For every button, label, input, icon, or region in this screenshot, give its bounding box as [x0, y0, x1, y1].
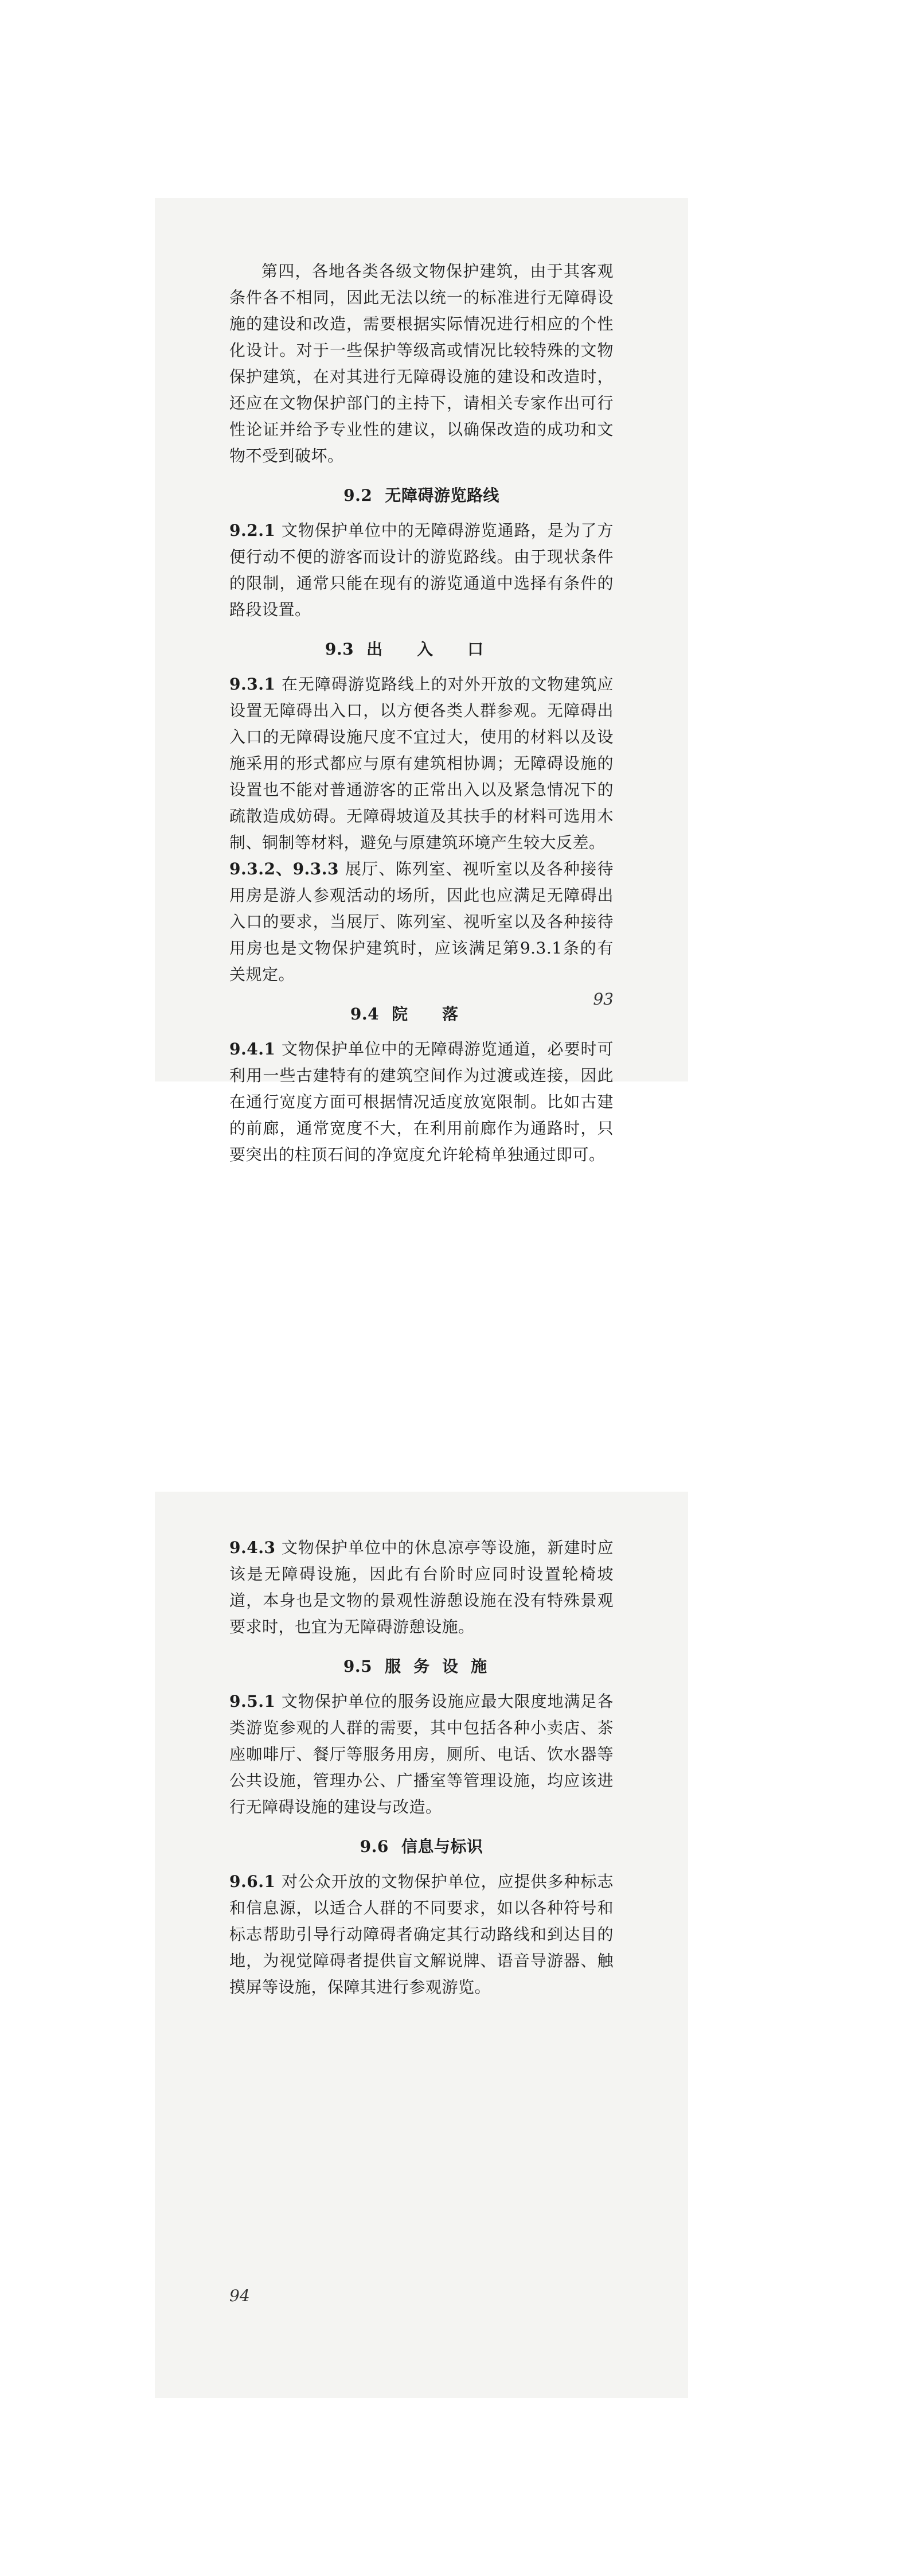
section-title: 无障碍游览路线 — [385, 486, 499, 505]
clause-9-4-3 — [229, 1535, 614, 1640]
section-heading-9-6 — [229, 1835, 614, 1858]
clause-number: 9.3.1 — [229, 675, 276, 694]
section-number: 9.2 — [343, 486, 373, 505]
clause-9-3-1 — [229, 671, 614, 856]
clause-text: 文物保护单位中的无障碍游览通道，必要时可利用一些古建特有的建筑空间作为过渡或连接，因此在通行宽度方面可根据情况适度放宽限制。比如古建的前廊，通常宽度不大，在利用前廊作为通路时，只要突出的柱顶石间的净宽度允许轮椅单独通过即可。 — [229, 1040, 614, 1164]
clause-number: 9.4.3 — [229, 1538, 276, 1557]
intro-paragraph: 第四，各地各类各级文物保护建筑，由于其客观条件各不相同，因此无法以统一的标准进行无障碍设施的建设和改造，需要根据实际情况进行相应的个性化设计。对于一些保护等级高或情况比较特殊的文物保护建筑，在对其进行无障碍设施的建设和改造时，还应在文物保护部门的主持下，请相关专家作出可行性论证并给予专业性的建议，以确保改造的成功和文物不受到破坏。 — [229, 262, 614, 465]
clause-text: 文物保护单位的服务设施应最大限度地满足各类游览参观的人群的需要，其中包括各种小卖店、茶座咖啡厅、餐厅等服务用房，厕所、电话、饮水器等公共设施，管理办公、广播室等管理设施，均应该进行无障碍设施的建设与改造。 — [229, 1692, 614, 1816]
section-number: 9.5 — [343, 1657, 373, 1676]
section-heading-9-3 — [229, 638, 614, 661]
section-heading-9-2 — [229, 484, 614, 507]
section-title: 院落 — [392, 1005, 493, 1024]
clause-text: 在无障碍游览路线上的对外开放的文物建筑应设置无障碍出入口，以方便各类人群参观。无障碍出入口的无障碍设施尺度不宜过大，使用的材料以及设施采用的形式都应与原有建筑相协调；无障碍设施的设置也不能对普通游客的正常出入以及紧急情况下的疏散造成妨碍。无障碍坡道及其扶手的材料可选用木制、铜制等材料，避免与原建筑环境产生较大反差。 — [229, 675, 614, 852]
section-title: 信息与标识 — [401, 1837, 483, 1856]
clause-number: 9.4.1 — [229, 1040, 276, 1059]
section-number: 9.3 — [325, 640, 354, 659]
section-heading-9-4 — [229, 1003, 614, 1026]
clause-9-6-1 — [229, 1869, 614, 2001]
clause-number: 9.2.1 — [229, 521, 276, 540]
clause-text: 展厅、陈列室、视听室以及各种接待用房是游人参观活动的场所，因此也应满足无障碍出入口的要求，当展厅、陈列室、视听室以及各种接待用房也是文物保护建筑时，应该满足第9.3.1条的有关规定。 — [229, 859, 614, 984]
clause-text: 对公众开放的文物保护单位，应提供多种标志和信息源，以适合人群的不同要求，如以各种符号和标志帮助引导行动障碍者确定其行动路线和到达目的地，为视觉障碍者提供盲文解说牌、语音导游器、触摸屏等设施，保障其进行参观游览。 — [229, 1872, 614, 1997]
section-heading-9-5 — [229, 1655, 614, 1678]
clause-9-3-2-3 — [229, 856, 614, 988]
clause-number: 9.3.2、9.3.3 — [229, 859, 339, 878]
section-title: 服务设施 — [385, 1657, 500, 1676]
page-number: 94 — [229, 2286, 250, 2305]
clause-9-4-1 — [229, 1036, 614, 1168]
clause-number: 9.6.1 — [229, 1872, 276, 1891]
page-content — [229, 258, 614, 1168]
section-title: 出入口 — [366, 640, 518, 659]
document-page-93 — [155, 198, 688, 1164]
clause-number: 9.5.1 — [229, 1692, 276, 1711]
clause-text: 文物保护单位中的休息凉亭等设施，新建时应该是无障碍设施，因此有台阶时应同时设置轮椅坡道，本身也是文物的景观性游憩设施在没有特殊景观要求时，也宜为无障碍游憩设施。 — [229, 1538, 614, 1636]
clause-text: 文物保护单位中的无障碍游览通路，是为了方便行动不便的游客而设计的游览路线。由于现状条件的限制，通常只能在现有的游览通道中选择有条件的路段设置。 — [229, 521, 614, 619]
document-page-94 — [155, 1492, 688, 2398]
page-content — [229, 1535, 614, 2001]
page-number: 93 — [593, 990, 614, 1009]
clause-9-2-1 — [229, 517, 614, 623]
clause-9-5-1 — [229, 1688, 614, 1820]
section-number: 9.4 — [350, 1005, 380, 1024]
section-number: 9.6 — [360, 1837, 389, 1856]
